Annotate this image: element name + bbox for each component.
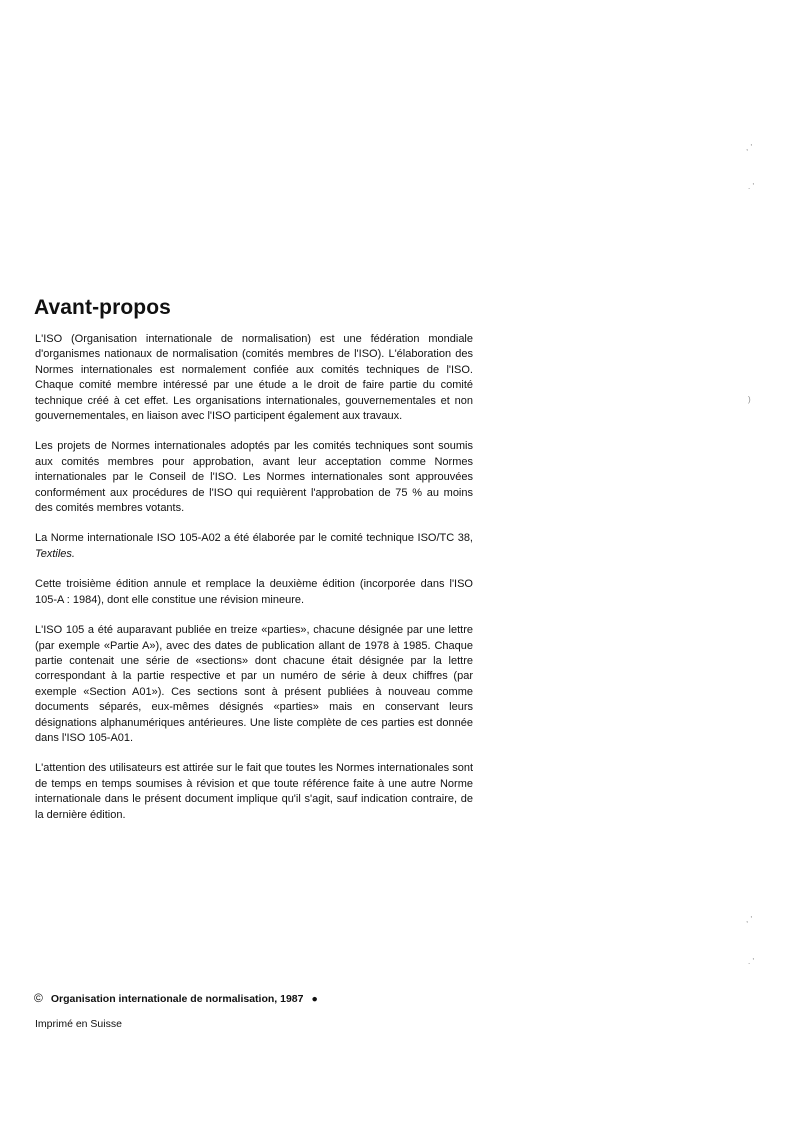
scan-mark-decoration: , ' xyxy=(746,915,752,924)
scan-mark-decoration: ) xyxy=(748,395,751,404)
printed-in-text: Imprimé en Suisse xyxy=(35,1018,122,1030)
foreword-body xyxy=(35,332,473,838)
copyright-line xyxy=(34,991,318,1005)
copyright-text: Organisation internationale de normalisation, 1987 xyxy=(50,993,304,1005)
foreword-title: Avant-propos xyxy=(34,296,171,319)
paragraph-parts-history: L'ISO 105 a été auparavant publiée en treize «parties», chacune désignée par une lettre (par exemple «Partie A»), avec des dates de publication allant de 1978 à 1985. Chaque partie contenait une série de «sections» dont chacune était désignée par la lettre correspondant à la partie respective et par un numéro de série à deux chiffres (par exemple «Section A01»). Ces sections sont à présent publiées à nouveau comme documents séparés, eux-mêmes désignés «parties» mais en conservant leurs désignations alphanumériques antérieures. Une liste complète de ces parties est donnée dans l'ISO 105-A01. xyxy=(35,624,473,744)
paragraph-committee xyxy=(35,531,473,562)
paragraph-edition: Cette troisième édition annule et remplace la deuxième édition (incorporée dans l'ISO 105-A : 1984), dont elle constitue une révision mineure. xyxy=(35,578,473,606)
scan-mark-decoration: , ' xyxy=(746,143,752,152)
scan-mark-decoration: . ' xyxy=(748,182,754,191)
paragraph-approval: Les projets de Normes internationales adoptés par les comités techniques sont soumis aux comités membres pour approbation, avant leur acceptation comme Normes internationales par le Conseil de l'ISO. Les Normes internationales sont approuvées conformément aux procédures de l'ISO qui requièrent l'approbation de 75 % au moins des comités membres votants. xyxy=(35,440,473,515)
scan-mark-decoration: . ' xyxy=(748,957,754,966)
bullet-icon: ● xyxy=(311,993,318,1005)
committee-prefix: La Norme internationale ISO 105-A02 a été élaborée par le comité technique ISO/TC 38, xyxy=(35,532,473,545)
copyright-icon: © xyxy=(34,991,43,1005)
committee-name: Textiles. xyxy=(35,547,75,560)
paragraph-iso-intro: L'ISO (Organisation internationale de normalisation) est une fédération mondiale d'organismes nationaux de normalisation (comités membres de l'ISO). L'élaboration des Normes internationales est normalement confiée aux comités techniques de l'ISO. Chaque comité membre intéressé par une étude a le droit de faire partie du comité technique créé à cet effet. Les organisations internationales, gouvernementales et non gouvernementales, en liaison avec l'ISO participent également aux travaux. xyxy=(35,333,473,423)
paragraph-revision-notice: L'attention des utilisateurs est attirée sur le fait que toutes les Normes internationales sont de temps en temps soumises à révision et que toute référence faite à une autre Norme internationale dans le présent document implique qu'il s'agit, sauf indication contraire, de la dernière édition. xyxy=(35,762,473,821)
